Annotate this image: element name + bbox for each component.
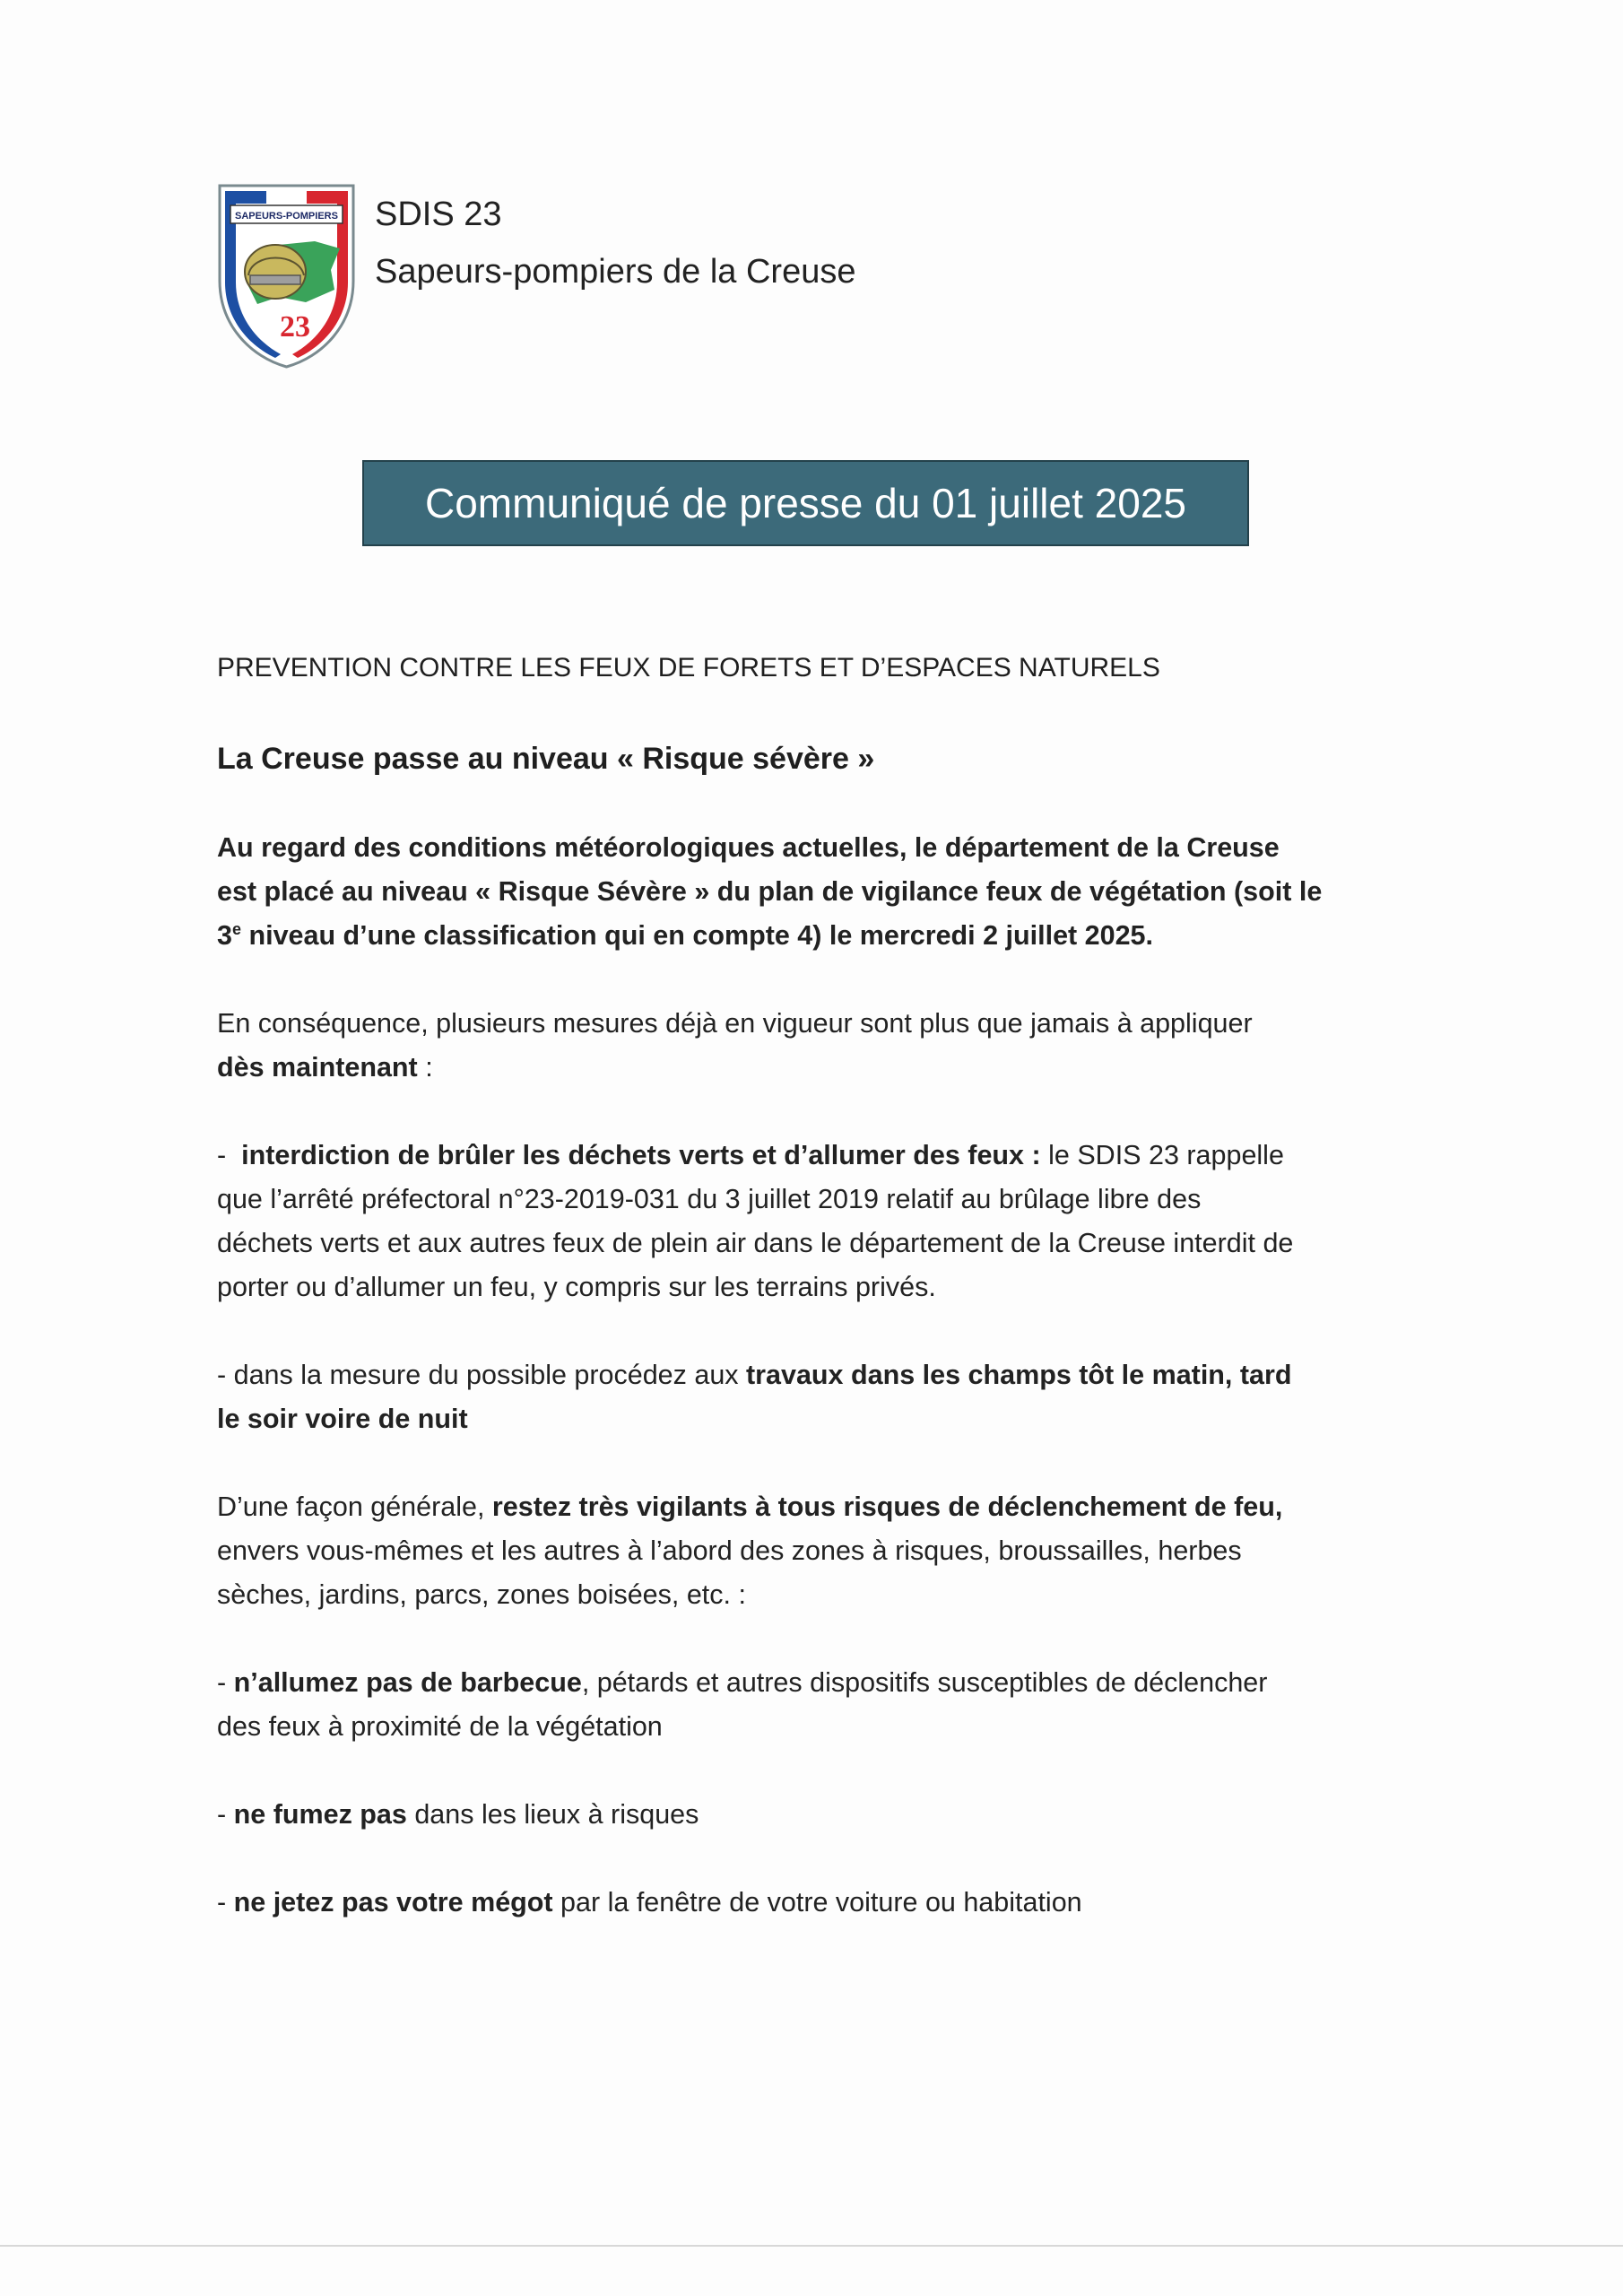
emphasis: ne jetez pas votre mégot [233,1887,553,1918]
rule-line [217,1661,1410,1705]
text: D’une façon générale, [217,1492,492,1522]
text: : [417,1052,433,1083]
intro-line [217,914,1410,958]
measure-item-field-work [217,1353,1410,1441]
consequence-line [217,1046,1410,1090]
ordinal-number: 3 [217,920,232,951]
rule-item-smoking [217,1793,1410,1837]
emphasis: interdiction de brûler les déchets verts et d’allumer des feux : [241,1140,1041,1170]
intro-line-rest: niveau d’une classification qui en compte 4) le mercredi 2 juillet 2025. [240,920,1153,951]
consequence-paragraph [217,1002,1410,1090]
sdis23-logo [216,182,357,370]
emphasis: travaux dans les champs tôt le matin, tard [746,1360,1292,1390]
intro-line: est placé au niveau « Risque Sévère » du plan de vigilance feux de végétation (soit le [217,876,1323,907]
general-line [217,1485,1410,1529]
text: dans les lieux à risques [406,1799,699,1830]
measure-line: déchets verts et aux autres feux de plein air dans le département de la Creuse interdit de [217,1228,1294,1258]
helmet-icon [245,245,306,299]
org-name: Sapeurs-pompiers de la Creuse [375,253,856,291]
press-release-title: Communiqué de presse du 01 juillet 2025 [425,480,1186,526]
bullet-dash: - [217,1887,234,1918]
emphasis: restez très vigilants à tous risques de déclenchement de feu, [491,1492,1283,1522]
intro-paragraph [217,826,1410,958]
text: , pétards et autres dispositifs susceptibles de déclencher [581,1667,1268,1698]
bullet-dash: - [217,1140,242,1170]
headline: La Creuse passe au niveau « Risque sévère » [217,742,875,776]
emphasis: ne fumez pas [233,1799,407,1830]
text: le SDIS 23 rappelle [1040,1140,1284,1170]
measure-item-burning-ban [217,1134,1410,1309]
bullet-dash: - [217,1667,234,1698]
organization-block [375,186,856,300]
measure-line [217,1353,1410,1397]
rule-line [217,1881,1410,1925]
general-line: sèches, jardins, parcs, zones boisées, etc. : [217,1579,746,1610]
logo-banner-text: SAPEURS-POMPIERS [235,211,338,222]
header [216,182,1023,370]
section-heading: PREVENTION CONTRE LES FEUX DE FORETS ET D’ESPACES NATURELS [217,653,1160,683]
emphasis: dès maintenant [217,1052,418,1083]
org-code: SDIS 23 [375,196,502,233]
intro-line: Au regard des conditions météorologiques actuelles, le département de la Creuse [217,832,1280,863]
measure-line [217,1134,1410,1178]
measure-line: que l’arrêté préfectoral n°23-2019-031 du 3 juillet 2019 relatif au brûlage libre des [217,1184,1202,1214]
measure-line: le soir voire de nuit [217,1404,468,1434]
consequence-line: En conséquence, plusieurs mesures déjà en vigueur sont plus que jamais à appliquer [217,1008,1253,1039]
bullet-dash: - [217,1799,234,1830]
press-release-banner [362,460,1249,546]
rule-line: des feux à proximité de la végétation [217,1711,663,1742]
rule-item-cigarette-butt [217,1881,1410,1925]
press-release-body [217,646,1410,1925]
general-line: envers vous-mêmes et les autres à l’abord des zones à risques, broussailles, herbes [217,1535,1242,1566]
text: par la fenêtre de votre voiture ou habitation [552,1887,1082,1918]
logo-number: 23 [280,310,310,344]
text: - dans la mesure du possible procédez aux [217,1360,746,1390]
rule-item-barbecue [217,1661,1410,1749]
measure-line: porter ou d’allumer un feu, y compris sur les terrains privés. [217,1272,936,1302]
general-vigilance-paragraph [217,1485,1410,1617]
rule-line [217,1793,1410,1837]
emphasis: n’allumez pas de barbecue [233,1667,582,1698]
ordinal-suffix: e [231,919,241,938]
page-bottom-edge [0,2245,1623,2247]
